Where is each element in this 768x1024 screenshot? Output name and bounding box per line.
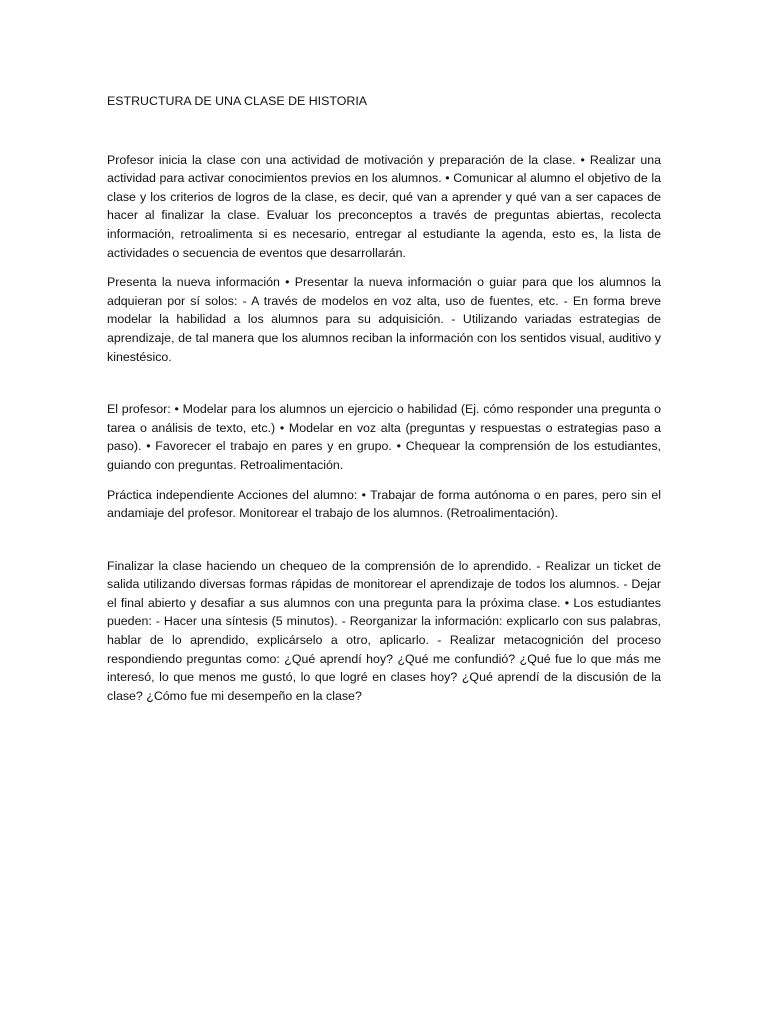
paragraph-cierre: Finalizar la clase haciendo un chequeo de la comprensión de lo aprendido. - Realizar un ticket de salida utilizando diversas formas rápidas de monitorear el aprendizaje de todos los alumnos. - Dejar el final abierto y desafiar a sus alumnos con una pregunta para la próxima clase. • Los estudiantes pueden: - Hacer una síntesis (5 minutos). - Reorganizar la información: explicarlo con sus palabras, hablar de lo aprendido, explicárselo a otro, aplicarlo. - Realizar metacognición del proceso respondiendo preguntas como: ¿Qué aprendí hoy? ¿Qué me confundió? ¿Qué fue lo que más me interesó, lo que menos me gustó, lo que logré en clases hoy? ¿Qué aprendí de la discusión de la clase? ¿Cómo fue mi desempeño en la clase?	[107, 558, 661, 703]
paragraph-el-profesor: El profesor: • Modelar para los alumnos un ejercicio o habilidad (Ej. cómo responder una pregunta o tarea o análisis de texto, etc.) • Modelar en voz alta (preguntas y respuestas o estrategias paso a paso). • Favorecer el trabajo en pares y en grupo. • Chequear la comprensión de los estudiantes, guiando con preguntas. Retroalimentación.	[107, 402, 661, 472]
paragraph-inicio: Profesor inicia la clase con una actividad de motivación y preparación de la clase. • Realizar una actividad para activar conocimientos previos en los alumnos. • Comunicar al alumno el objetivo de la clase y los criterios de logros de la clase, es decir, qué van a aprender y qué van a ser capaces de hacer al finalizar la clase. Evaluar los preconceptos a través de preguntas abiertas, recolecta información, retroalimenta si es necesario, entregar al estudiante la agenda, esto es, la lista de actividades o secuencia de eventos que desarrollarán.	[107, 152, 661, 260]
document-body	[107, 92, 661, 705]
paragraph-nueva-informacion: Presenta la nueva información • Presentar la nueva información o guiar para que los alumnos la adquieran por sí solos: - A través de modelos en voz alta, uso de fuentes, etc. - En forma breve modelar la habilidad a los alumnos para su adquisición. - Utilizando variadas estrategias de aprendizaje, de tal manera que los alumnos reciban la información con los sentidos visual, auditivo y kinestésico.	[107, 275, 661, 364]
document-title: ESTRUCTURA DE UNA CLASE DE HISTORIA	[107, 94, 368, 108]
paragraph-practica-independiente: Práctica independiente Acciones del alumno: • Trabajar de forma autónoma o en pares, pero sin el andamiaje del profesor. Monitorear el trabajo de los alumnos. (Retroalimentación).	[107, 487, 661, 521]
